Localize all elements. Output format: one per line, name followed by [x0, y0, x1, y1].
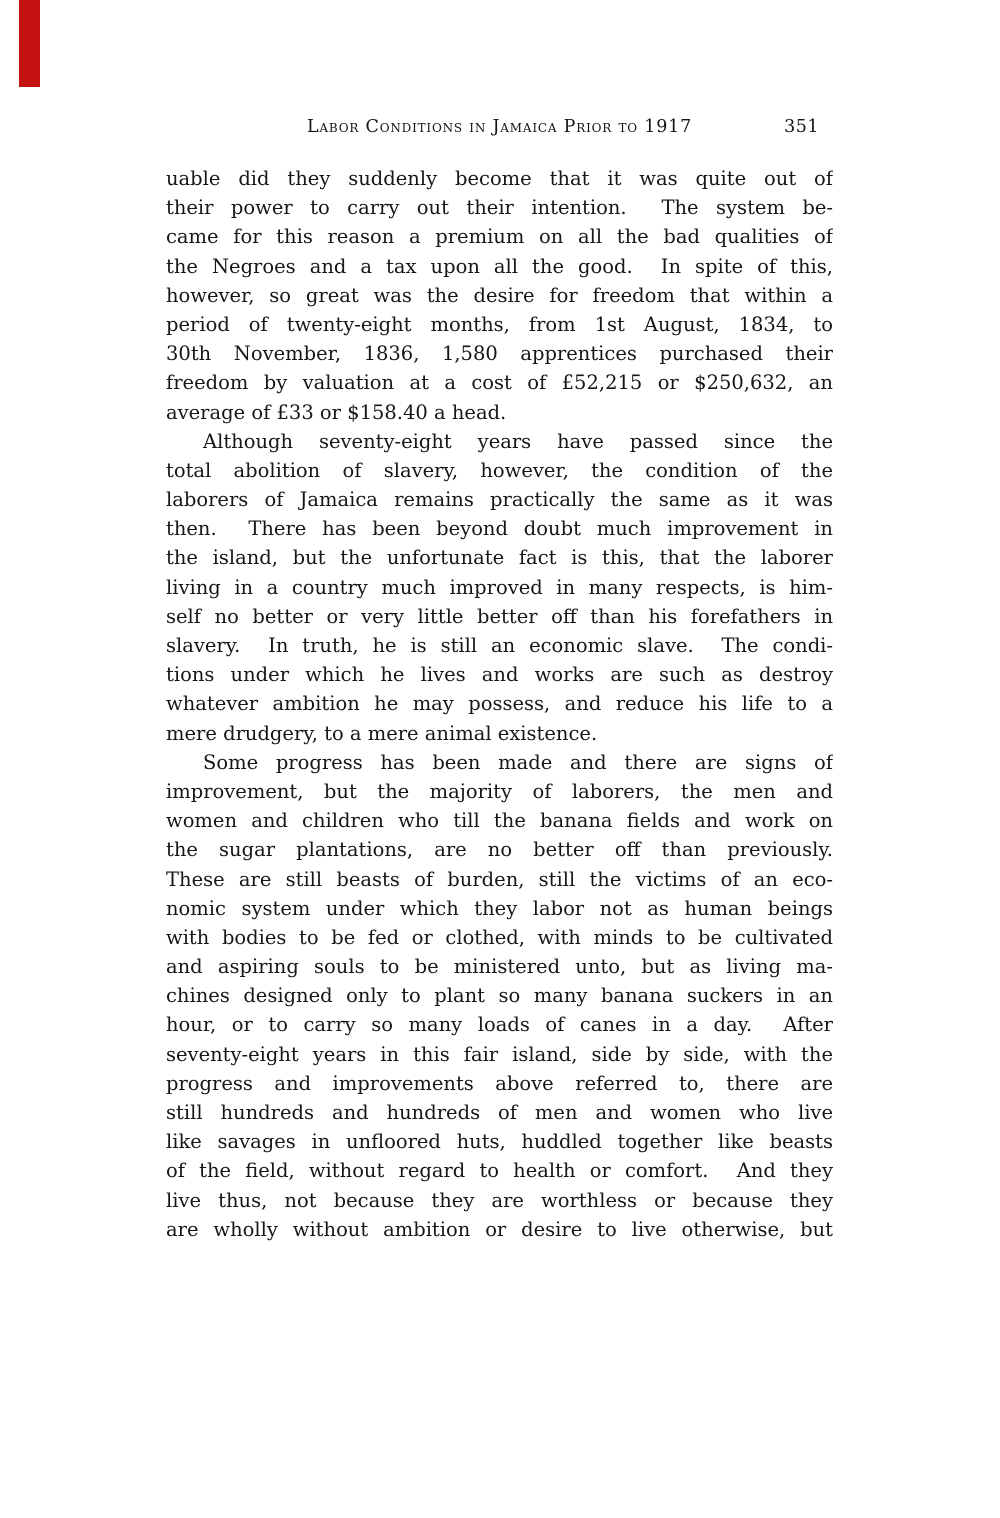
text-line: are wholly without ambition or desire to live otherwise, but [166, 1217, 833, 1241]
text-line: average of £33 or $158.40 a head. [166, 400, 507, 424]
text-line: hour, or to carry so many loads of canes in a day. After [166, 1013, 833, 1037]
text-line: tions under which he lives and works are such as destroy [166, 663, 833, 687]
text-line: live thus, not because they are worthless or because they [166, 1188, 833, 1212]
page-number: 351 [784, 117, 819, 137]
text-line: slavery. In truth, he is still an economic slave. The condi- [166, 634, 833, 657]
text-line: the island, but the unfortunate fact is this, that the laborer [166, 546, 833, 570]
text-line: chines designed only to plant so many banana suckers in an [166, 984, 833, 1008]
paragraph [166, 427, 833, 748]
text-line: freedom by valuation at a cost of £52,215 or $250,632, an [166, 371, 833, 395]
text-line: uable did they suddenly become that it was quite out of [166, 167, 833, 190]
text-line: seventy-eight years in this fair island, side by side, with the [166, 1042, 833, 1066]
text-line: nomic system under which they labor not as human beings [166, 896, 833, 920]
text-line: then. There has been beyond doubt much improvement in [166, 517, 833, 541]
running-header-title: Labor Conditions in Jamaica Prior to 1917 [306, 117, 693, 137]
text-line: the Negroes and a tax upon all the good. In spite of this, [166, 254, 833, 278]
text-line: like savages in unfloored huts, huddled together like beasts [166, 1130, 833, 1154]
text-line: progress and improvements above referred to, there are [166, 1071, 833, 1095]
red-ribbon-mark [19, 0, 40, 87]
paragraph [166, 748, 833, 1244]
text-line: and aspiring souls to be ministered unto, but as living ma- [166, 955, 833, 979]
text-line: mere drudgery, to a mere animal existence. [166, 721, 598, 745]
text-line: women and children who till the banana fields and work on [166, 809, 833, 833]
text-line: period of twenty-eight months, from 1st August, 1834, to [166, 312, 833, 336]
text-line: of the field, without regard to health or comfort. And they [166, 1159, 833, 1183]
text-line: laborers of Jamaica remains practically the same as it was [166, 488, 833, 512]
text-column [166, 164, 833, 1244]
text-line: total abolition of slavery, however, the condition of the [166, 458, 833, 482]
text-line: however, so great was the desire for freedom that within a [166, 283, 833, 307]
text-line: the sugar plantations, are no better off than previously. [166, 838, 833, 862]
text-line: Although seventy-eight years have passed since the [203, 429, 833, 453]
text-line: still hundreds and hundreds of men and women who live [166, 1101, 833, 1124]
text-line: 30th November, 1836, 1,580 apprentices purchased their [166, 342, 833, 366]
text-line: Some progress has been made and there are signs of [203, 750, 833, 774]
text-line: whatever ambition he may possess, and reduce his life to a [166, 692, 833, 716]
text-line: These are still beasts of burden, still the victims of an eco- [166, 867, 833, 891]
text-line: self no better or very little better off than his forefathers in [166, 604, 833, 628]
text-line: living in a country much improved in many respects, is him- [166, 575, 833, 599]
running-header [166, 117, 833, 139]
text-line: improvement, but the majority of laborers, the men and [166, 779, 833, 803]
text-line: their power to carry out their intention. The system be- [166, 196, 833, 220]
paragraph [166, 164, 833, 427]
text-line: with bodies to be fed or clothed, with minds to be cultivated [166, 925, 833, 949]
text-line: came for this reason a premium on all the bad qualities of [166, 225, 833, 249]
